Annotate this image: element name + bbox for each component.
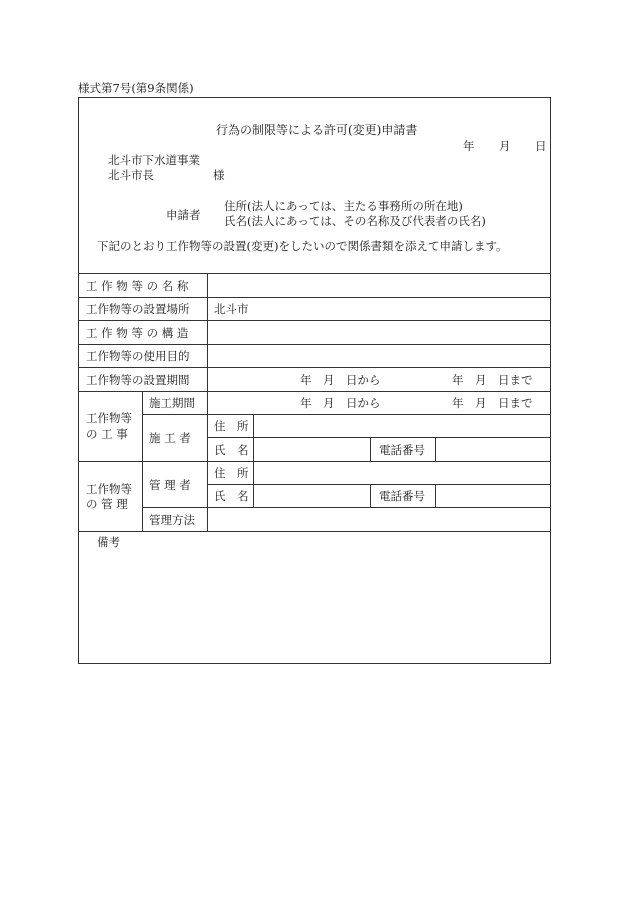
remarks-label: 備考 — [97, 535, 120, 549]
column-divider — [207, 273, 208, 531]
row-divider — [78, 391, 551, 392]
structure-label: 工 作 物 等 の 構 造 — [86, 326, 189, 340]
contractor-label: 施 工 者 — [149, 431, 191, 445]
construction-period-from: 年 月 日から — [300, 396, 381, 410]
date-year: 年 — [463, 139, 475, 153]
application-statement: 下記のとおり工作物等の設置(変更)をしたいので関係書類を添えて申請します。 — [97, 239, 508, 253]
row-divider — [78, 344, 551, 345]
form-number-label: 様式第7号(第9条関係) — [78, 81, 194, 95]
row-divider — [78, 461, 551, 462]
addressee-mayor: 北斗市長 — [108, 168, 154, 182]
management-group-label: 工作物等 — [86, 482, 132, 496]
structure-name-label: 工 作 物 等 の 名 称 — [86, 279, 189, 293]
column-divider — [370, 437, 371, 461]
purpose-label: 工作物等の使用目的 — [86, 349, 190, 363]
row-divider — [78, 273, 551, 274]
location-label: 工作物等の設置場所 — [86, 302, 190, 316]
applicant-address-field: 住所(法人にあっては、主たる事務所の所在地) — [224, 199, 463, 213]
column-divider — [253, 461, 254, 507]
construction-period-label: 施工期間 — [149, 396, 195, 410]
management-method-label: 管理方法 — [149, 513, 195, 527]
row-divider — [207, 484, 551, 485]
column-divider — [253, 414, 254, 461]
contractor-address-label: 住 所 — [214, 419, 249, 433]
date-month: 月 — [499, 139, 511, 153]
applicant-name-field: 氏名(法人にあっては、その名称及び代表者の氏名) — [224, 214, 486, 228]
addressee-org: 北斗市下水道事業 — [108, 153, 200, 167]
row-divider — [207, 437, 551, 438]
honorific: 様 — [213, 168, 225, 182]
row-divider — [78, 297, 551, 298]
location-value: 北斗市 — [214, 302, 249, 316]
row-divider — [142, 414, 551, 415]
manager-phone-label: 電話番号 — [379, 489, 425, 503]
installation-period-from: 年 月 日から — [300, 373, 381, 387]
installation-period-label: 工作物等の設置期間 — [86, 373, 190, 387]
construction-group-label-2: の 工 事 — [86, 427, 128, 441]
construction-group-label: 工作物等 — [86, 411, 132, 425]
form-title: 行為の制限等による許可(変更)申請書 — [216, 123, 418, 137]
contractor-phone-label: 電話番号 — [379, 443, 425, 457]
installation-period-to: 年 月 日まで — [452, 373, 533, 387]
contractor-name-label: 氏 名 — [214, 443, 249, 457]
construction-period-to: 年 月 日まで — [452, 396, 533, 410]
manager-address-label: 住 所 — [214, 466, 249, 480]
column-divider — [435, 437, 436, 461]
column-divider — [435, 484, 436, 507]
date-day: 日 — [535, 139, 547, 153]
row-divider — [78, 531, 551, 532]
manager-label: 管 理 者 — [149, 478, 191, 492]
column-divider — [142, 391, 143, 531]
row-divider — [142, 507, 551, 508]
column-divider — [370, 484, 371, 507]
applicant-label: 申請者 — [166, 208, 201, 222]
row-divider — [78, 367, 551, 368]
management-group-label-2: の 管 理 — [86, 497, 128, 511]
manager-name-label: 氏 名 — [214, 489, 249, 503]
row-divider — [78, 320, 551, 321]
